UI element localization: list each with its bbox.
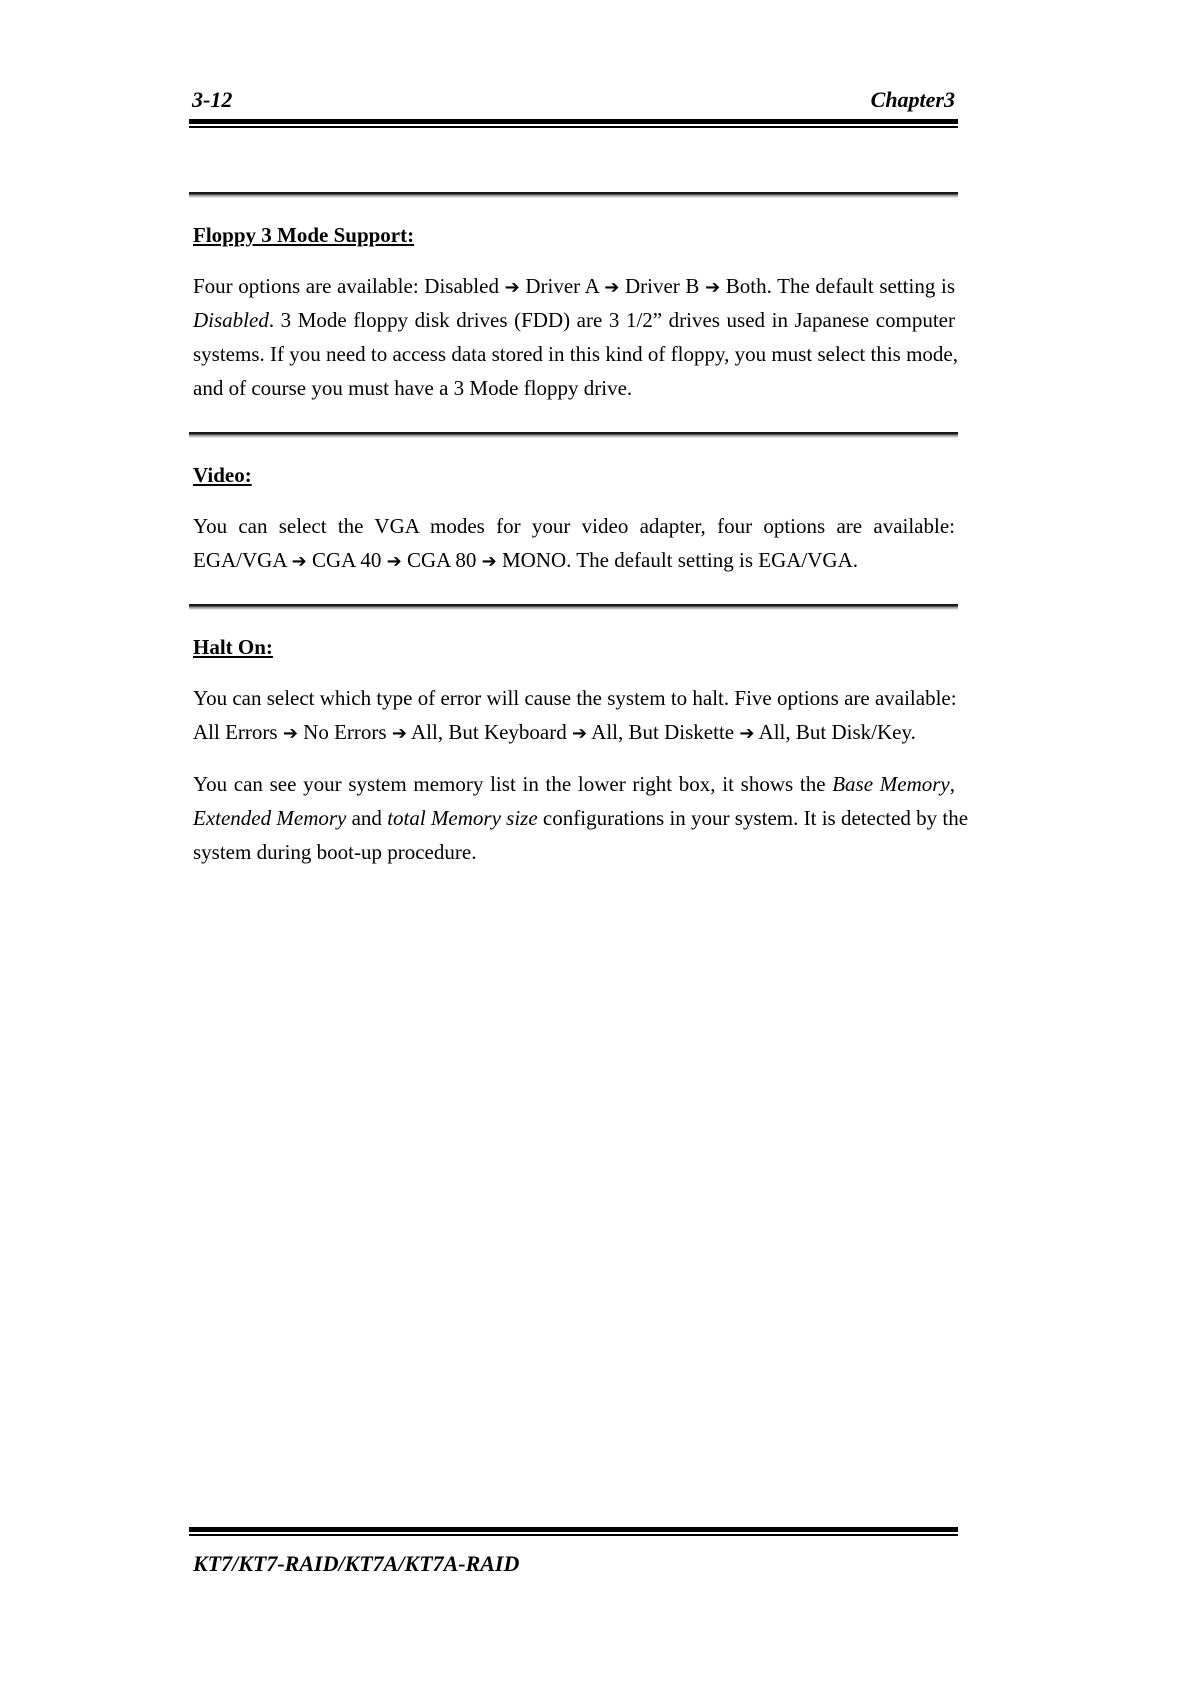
halt-on-heading: Halt On: [193,635,273,659]
section-divider [189,192,958,198]
chapter-label: Chapter3 [870,87,955,112]
section-divider [189,432,958,438]
floppy-text-line-2: Disabled. 3 Mode floppy disk drives (FDD) are 3 1/2” drives used in Japanese computer [193,308,955,332]
memory-text-line-2: Extended Memory and total Memory size configurations in your system. It is detected by the [193,806,969,830]
page-number: 3-12 [192,87,233,112]
arrow-right-icon: ➔ [572,723,588,744]
video-text-line-1: You can select the VGA modes for your video adapter, four options are available: [193,514,955,538]
memory-text-line-3: system during boot-up procedure. [193,840,477,864]
video-heading: Video: [193,463,252,487]
arrow-right-icon: ➔ [291,551,307,572]
footer-model-name: KT7/KT7-RAID/KT7A/KT7A-RAID [193,1551,520,1576]
section-divider [189,604,958,610]
floppy-text-line-1: Four options are available: Disabled ➔ Driver A ➔ Driver B ➔ Both. The default setting is [193,274,955,298]
arrow-right-icon: ➔ [705,277,721,298]
floppy-text-line-4: and of course you must have a 3 Mode floppy drive. [193,376,633,400]
arrow-right-icon: ➔ [481,551,497,572]
halt-text-line-1: You can select which type of error will cause the system to halt. Five options are available: [193,686,957,710]
arrow-right-icon: ➔ [282,723,298,744]
video-text-line-2: EGA/VGA ➔ CGA 40 ➔ CGA 80 ➔ MONO. The default setting is EGA/VGA. [193,548,858,572]
arrow-right-icon: ➔ [739,723,755,744]
arrow-right-icon: ➔ [604,277,620,298]
arrow-right-icon: ➔ [391,723,407,744]
floppy-text-line-3: systems. If you need to access data stored in this kind of floppy, you must select this mode, [193,342,959,366]
floppy-heading: Floppy 3 Mode Support: [193,223,415,247]
halt-text-line-2: All Errors ➔ No Errors ➔ All, But Keyboard ➔ All, But Diskette ➔ All, But Disk/Key. [193,720,916,744]
header-rule [189,119,958,128]
arrow-right-icon: ➔ [504,277,520,298]
arrow-right-icon: ➔ [386,551,402,572]
memory-text-line-1: You can see your system memory list in the lower right box, it shows the Base Memory, [193,772,955,796]
footer-rule [189,1527,958,1536]
